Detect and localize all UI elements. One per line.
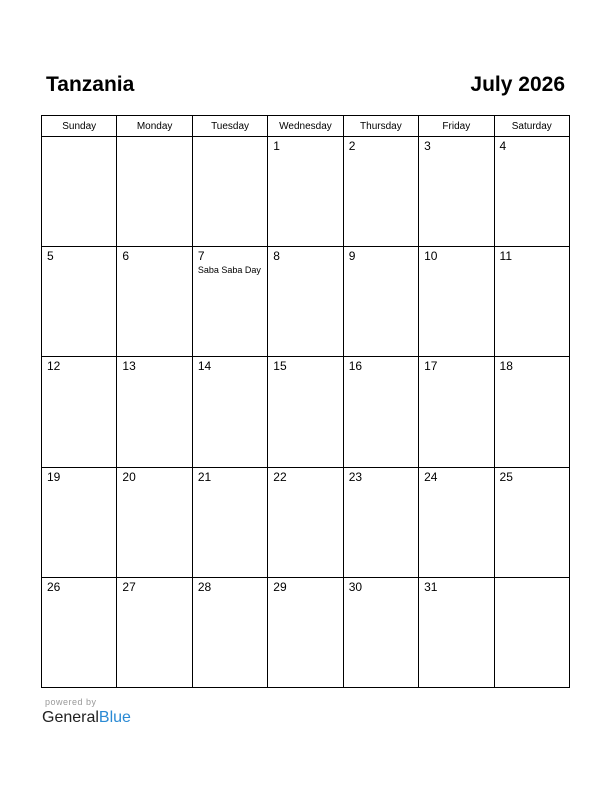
day-cell: [343, 357, 418, 467]
day-cell: [419, 137, 494, 247]
day-cell: [494, 247, 569, 357]
day-cell: [343, 137, 418, 247]
day-cell: [419, 247, 494, 357]
weekday-wednesday: Wednesday: [268, 116, 343, 137]
day-number: 2: [348, 139, 356, 153]
day-number: 26: [47, 579, 61, 594]
day-cell: [494, 357, 569, 467]
day-number: 13: [122, 359, 136, 374]
day-cell: [419, 467, 494, 577]
brand-blue: Blue: [98, 709, 131, 726]
weekday-thursday: Thursday: [343, 116, 418, 137]
day-number: 23: [348, 469, 363, 484]
week-row-1: [42, 137, 570, 247]
day-cell: [494, 577, 569, 687]
day-number: 19: [47, 469, 61, 484]
day-cell: [268, 137, 343, 247]
weekday-saturday: Saturday: [494, 116, 569, 137]
day-cell: [192, 137, 267, 247]
day-cell: [117, 137, 192, 247]
calendar-grid: [41, 115, 570, 688]
day-number: 1: [273, 139, 280, 153]
day-number: 18: [499, 359, 513, 374]
day-number: 4: [499, 139, 507, 153]
day-number: 12: [47, 359, 61, 374]
weekday-tuesday: Tuesday: [192, 116, 267, 137]
day-cell: [419, 357, 494, 467]
day-cell: [494, 467, 569, 577]
day-number: 10: [424, 249, 438, 264]
day-number: 3: [424, 139, 431, 153]
day-cell: [343, 577, 418, 687]
day-number: 30: [348, 579, 363, 594]
holiday-label: Saba Saba Day: [197, 265, 261, 276]
day-number: 8: [273, 249, 280, 264]
weekday-monday: Monday: [117, 116, 192, 137]
powered-by-text: powered by: [45, 697, 97, 707]
day-cell: [343, 247, 418, 357]
day-number: 24: [424, 469, 438, 484]
day-cell: [192, 467, 267, 577]
day-number: 20: [122, 469, 136, 484]
day-number: [117, 137, 191, 140]
day-number: 21: [197, 469, 212, 484]
day-number: 15: [273, 359, 287, 374]
week-row-5: [42, 577, 570, 687]
day-cell: [268, 467, 343, 577]
weekday-friday: Friday: [419, 116, 494, 137]
day-number: 25: [499, 469, 513, 484]
country-title: Tanzania: [46, 73, 135, 96]
day-number: 28: [197, 579, 212, 594]
day-number: [495, 578, 569, 581]
generalblue-logo[interactable]: [42, 708, 131, 728]
day-cell: [268, 357, 343, 467]
day-cell: [494, 137, 569, 247]
day-number: 31: [424, 579, 438, 594]
day-cell: [192, 357, 267, 467]
day-number: 9: [348, 249, 356, 264]
day-cell: [42, 467, 117, 577]
day-cell: [42, 357, 117, 467]
day-number: [193, 137, 267, 140]
day-cell: [117, 247, 192, 357]
day-number: 11: [499, 249, 512, 264]
day-number: 5: [47, 249, 54, 264]
week-row-4: [42, 467, 570, 577]
weekday-sunday: Sunday: [42, 116, 117, 137]
day-cell: [192, 577, 267, 687]
weekday-header-row: [42, 116, 570, 137]
day-cell: [42, 137, 117, 247]
day-cell: [268, 247, 343, 357]
day-cell: [343, 467, 418, 577]
day-number: 17: [424, 359, 438, 374]
week-row-2: [42, 247, 570, 357]
day-cell: [117, 357, 192, 467]
day-number: 16: [348, 359, 363, 374]
week-row-3: [42, 357, 570, 467]
day-number: 22: [273, 469, 287, 484]
day-number: [42, 137, 116, 140]
day-cell: [42, 247, 117, 357]
day-cell: [268, 577, 343, 687]
month-year-title: July 2026: [470, 73, 565, 96]
day-number: 29: [273, 579, 287, 594]
day-cell: [117, 467, 192, 577]
day-cell: [192, 247, 267, 357]
day-cell: [419, 577, 494, 687]
day-cell: [117, 577, 192, 687]
day-number: 14: [197, 359, 212, 374]
day-number: 7: [197, 249, 205, 264]
day-number: 27: [122, 579, 136, 594]
day-number: 6: [122, 249, 130, 264]
day-cell: [42, 577, 117, 687]
brand-general: General: [42, 709, 99, 726]
